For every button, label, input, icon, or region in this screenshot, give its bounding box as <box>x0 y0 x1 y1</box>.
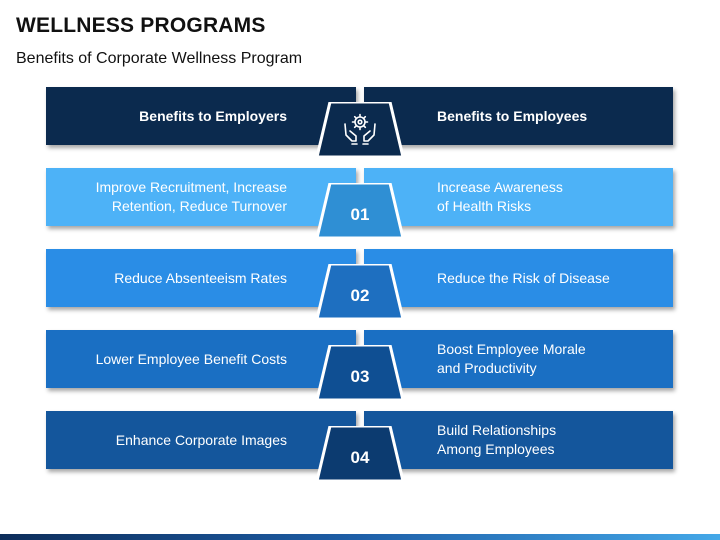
employer-benefit-2: Reduce Absenteeism Rates <box>114 269 287 286</box>
header-row <box>0 87 720 157</box>
benefit-row-3 <box>0 330 720 400</box>
header-badge <box>317 102 403 157</box>
number-badge-1 <box>317 183 403 238</box>
employee-benefit-3: Boost Employee Morale and Productivity <box>437 341 586 376</box>
number-badge-3 <box>317 345 403 400</box>
benefit-row-2 <box>0 249 720 319</box>
employer-benefit-3: Lower Employee Benefit Costs <box>95 350 287 367</box>
header-employees-label: Benefits to Employees <box>437 107 588 124</box>
hands-care-gear-icon <box>317 102 403 157</box>
number-badge-2 <box>317 264 403 319</box>
number-label-4: 04 <box>350 447 370 467</box>
employee-benefit-1: Increase Awareness of Health Risks <box>437 179 563 214</box>
employer-benefit-1: Improve Recruitment, Increase Retention, Reduce Turnover <box>95 179 287 214</box>
employee-benefit-2: Reduce the Risk of Disease <box>437 269 610 286</box>
benefit-row-1 <box>0 168 720 238</box>
employer-benefit-4: Enhance Corporate Images <box>115 431 287 448</box>
page-subtitle: Benefits of Corporate Wellness Program <box>16 50 303 67</box>
benefit-row-4 <box>0 411 720 481</box>
number-badge-4 <box>317 426 403 481</box>
page-title: WELLNESS PROGRAMS <box>16 14 266 37</box>
number-label-1: 01 <box>350 204 370 224</box>
number-label-2: 02 <box>350 285 370 305</box>
header-employers-label: Benefits to Employers <box>139 107 287 124</box>
employee-benefit-4: Build Relationships Among Employees <box>437 422 557 457</box>
bottom-accent-bar <box>0 534 720 540</box>
number-label-3: 03 <box>350 366 370 386</box>
